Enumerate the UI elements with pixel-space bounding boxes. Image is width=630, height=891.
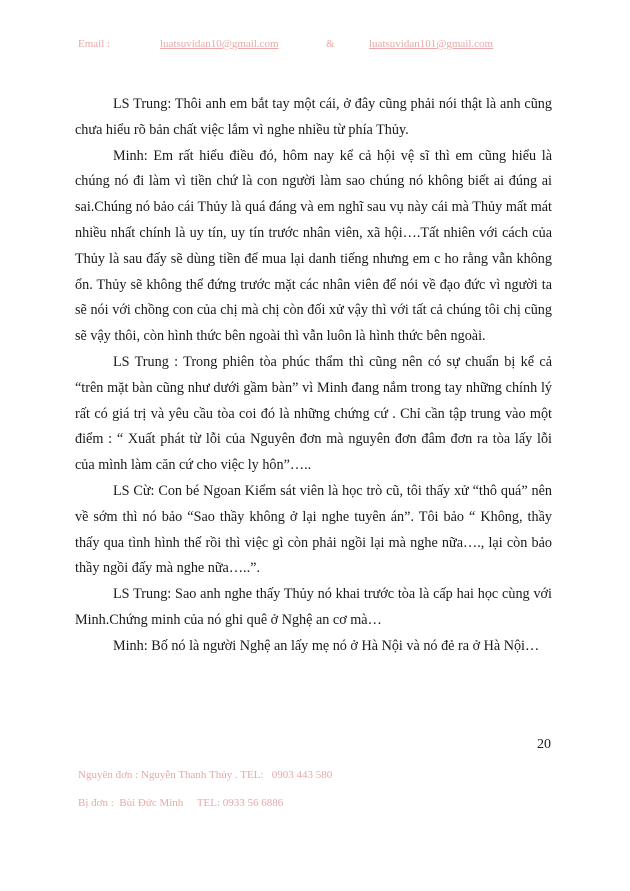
footer-plaintiff: Nguyên đơn : Nguyễn Thanh Thủy . TEL: 0903 443 580 <box>78 769 333 781</box>
page-number: 20 <box>537 737 551 752</box>
paragraph: Minh: Bố nó là người Nghệ an lấy mẹ nó ở Hà Nội và nó đẻ ra ở Hà Nội… <box>113 637 540 654</box>
email-link-primary[interactable]: luatsuvidan10@gmail.com <box>160 38 279 50</box>
email-link-secondary[interactable]: luatsuvidan101@gmail.com <box>369 38 494 50</box>
paragraph: LS Trung: Sao anh nghe thấy Thủy nó khai trước tòa là cấp hai học cùng với Minh.Chứng minh của nó ghi quê ở Nghệ an cơ mà… <box>75 586 552 628</box>
paragraph: LS Trung : Trong phiên tòa phúc thẩm thì cũng nên có sự chuẩn bị kể cả “trên mặt bàn cũng như dưới gầm bàn” vì Minh đang nắm trong tay những chính lý rất có giá trị và yêu cầu tòa coi đó là những chứng cứ . Chỉ cần tập trung vào một điểm : “ Xuất phát từ lỗi của Nguyên đơn mà nguyên đơn đâm đơn ra tòa lấy lỗi của mình làm căn cứ cho việc ly hôn”….. <box>75 353 552 474</box>
transcript-body <box>75 92 552 660</box>
email-separator: & <box>326 38 335 50</box>
paragraph: LS Cừ: Con bé Ngoan Kiểm sát viên là học trò cũ, tôi thấy xử “thô quá” nên về sớm thì nó bảo “Sao thầy không ở lại nghe tuyên án”. Tôi bảo “ Không, thầy thấy qua tình hình thế rồi thì việc gì còn phải ngồi lại mà nghe nữa…., lại còn bảo thầy ngồi đấy mà nghe nữa…..”. <box>75 482 552 577</box>
paragraph: LS Trung: Thôi anh em bắt tay một cái, ở đây cũng phải nói thật là anh cũng chưa hiểu rõ bản chất việc lắm vì nghe nhiều từ phía Thủy. <box>75 96 552 138</box>
email-label: Email : <box>78 38 111 50</box>
footer-defendant: Bị đơn : Bùi Đức Minh TEL: 0933 56 6886 <box>78 797 284 809</box>
paragraph: Minh: Em rất hiểu điều đó, hôm nay kể cả hội vệ sĩ thì em cũng hiểu là chúng nó đi làm vì tiền chứ là con người làm sao chúng nó không biết ai đúng ai sai.Chúng nó bảo cái Thủy là quá đáng và em nghĩ sau vụ này cái mà Thủy mất mát nhiều nhất chính là uy tín, uy tín trước nhân viên, xã hội….Tất nhiên với cách của Thủy là sau đấy sẽ dùng tiền để mua lại danh tiếng nhưng em c ho rằng vẫn không ổn. Thủy sẽ không thể đứng trước mặt các nhân viên để nói về đạo đức vì người ta sẽ nói với chồng con của chị mà chị còn đối xử vậy thì với tất cả chúng tôi chị cũng sẽ vậy thôi, còn hình thức bên ngoài thì vẫn luôn là hình thức bên ngoài. <box>75 147 552 345</box>
